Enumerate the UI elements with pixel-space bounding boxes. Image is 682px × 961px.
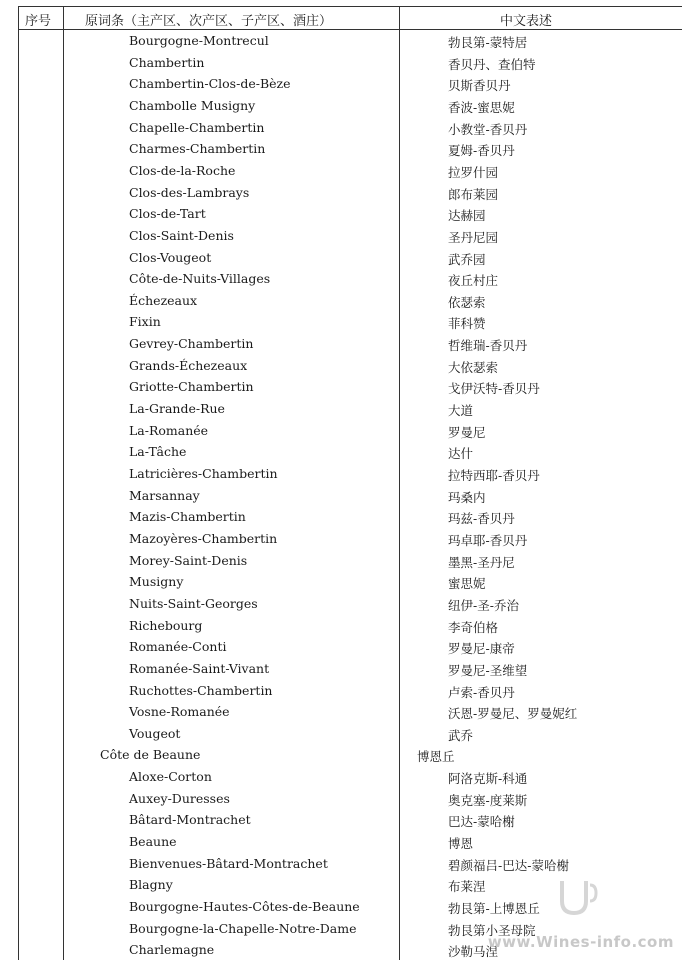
chinese-term: 大道	[448, 403, 474, 419]
table-row	[19, 376, 682, 398]
table-row	[19, 701, 682, 723]
original-term: Charmes-Chambertin	[129, 141, 266, 157]
chinese-term: 菲科赞	[448, 316, 486, 332]
table-row	[19, 398, 682, 420]
chinese-term: 夜丘村庄	[448, 273, 499, 289]
original-term: Mazoyères-Chambertin	[129, 530, 278, 546]
chinese-term: 圣丹尼园	[448, 229, 499, 245]
original-term: Chambertin	[129, 54, 205, 70]
original-term: Gevrey-Chambertin	[129, 336, 254, 352]
chinese-term: 拉罗什园	[448, 164, 499, 180]
watermark-logo-icon	[556, 875, 600, 919]
original-term: Fixin	[129, 314, 161, 330]
table-row	[19, 52, 682, 74]
table-row	[19, 355, 682, 377]
chinese-term: 夏姆-香贝丹	[448, 143, 515, 159]
table-row	[19, 615, 682, 637]
table-row	[19, 160, 682, 182]
original-term: Griotte-Chambertin	[129, 379, 254, 395]
table-row	[19, 809, 682, 831]
original-term: Musigny	[129, 574, 184, 590]
original-term: Clos-Saint-Denis	[129, 227, 234, 243]
original-term: Chambolle Musigny	[129, 97, 256, 113]
chinese-term: 香波-蜜思妮	[448, 99, 515, 115]
table-row	[19, 73, 682, 95]
original-term: Clos-de-Tart	[129, 206, 206, 222]
chinese-term: 布莱涅	[448, 879, 486, 895]
original-term: Côte de Beaune	[100, 747, 201, 763]
header-index: 序号	[25, 14, 52, 29]
chinese-term: 沙勒马涅	[448, 944, 499, 960]
table-row	[19, 571, 682, 593]
table-row	[19, 117, 682, 139]
chinese-term: 阿洛克斯-科通	[448, 771, 528, 787]
original-term: Vosne-Romanée	[129, 704, 230, 720]
chinese-term: 蜜思妮	[448, 576, 486, 592]
watermark-text: www.Wines-info.com	[487, 933, 674, 951]
original-term: Aloxe-Corton	[129, 769, 212, 785]
original-term: Latricières-Chambertin	[129, 466, 278, 481]
table-row	[19, 658, 682, 680]
original-term: Chambertin-Clos-de-Bèze	[129, 76, 291, 92]
original-term: Ruchottes-Chambertin	[129, 682, 273, 698]
table-row	[19, 506, 682, 528]
original-term: Grands-Échezeaux	[129, 357, 248, 373]
chinese-term: 纽伊-圣-乔治	[448, 597, 519, 613]
chinese-term: 罗曼尼-康帝	[448, 641, 515, 657]
original-term: Côte-de-Nuits-Villages	[129, 271, 271, 287]
chinese-term: 卢索-香贝丹	[448, 684, 515, 700]
table-row	[19, 723, 682, 745]
chinese-term: 武乔	[448, 727, 474, 743]
original-term: Nuits-Saint-Georges	[129, 595, 258, 611]
table-row	[19, 95, 682, 117]
original-term: Clos-de-la-Roche	[129, 162, 236, 178]
table-row	[19, 680, 682, 702]
table-header	[19, 7, 682, 30]
chinese-term: 小教堂-香贝丹	[448, 121, 528, 137]
chinese-term: 罗曼尼	[448, 424, 486, 440]
chinese-term: 郎布莱园	[448, 186, 499, 202]
chinese-term: 碧颜福吕-巴达-蒙哈榭	[448, 857, 569, 873]
header-chinese-term: 中文表述	[500, 14, 553, 29]
original-term: Chapelle-Chambertin	[129, 119, 265, 135]
table-row	[19, 550, 682, 572]
chinese-term: 博恩丘	[417, 749, 455, 765]
original-term: Auxey-Duresses	[129, 790, 230, 806]
chinese-term: 勃艮第小圣母院	[448, 922, 536, 938]
original-term: Bourgogne-la-Chapelle-Notre-Dame	[129, 920, 357, 936]
chinese-term: 依瑟索	[448, 294, 486, 310]
chinese-term: 巴达-蒙哈榭	[448, 814, 515, 830]
original-term: Vougeot	[129, 725, 181, 741]
chinese-term: 哲维瑞-香贝丹	[448, 338, 528, 354]
original-term: Clos-Vougeot	[129, 249, 212, 265]
chinese-term: 玛桑内	[448, 489, 486, 505]
glossary-table	[18, 6, 682, 960]
table-row	[19, 463, 682, 485]
chinese-term: 罗曼尼-圣维望	[448, 662, 528, 678]
chinese-term: 玛兹-香贝丹	[448, 511, 515, 527]
original-term: Richebourg	[129, 617, 203, 633]
table-row	[19, 182, 682, 204]
chinese-term: 勃艮第-蒙特居	[448, 35, 528, 50]
table-row	[19, 744, 682, 766]
chinese-term: 奥克塞-度莱斯	[448, 792, 528, 808]
original-term: Bourgogne-Hautes-Côtes-de-Beaune	[129, 899, 360, 914]
original-term: Clos-des-Lambrays	[129, 184, 250, 200]
chinese-term: 博恩	[448, 836, 474, 852]
original-term: Romanée-Conti	[129, 639, 227, 655]
table-row	[19, 528, 682, 550]
chinese-term: 香贝丹、查伯特	[448, 56, 536, 72]
original-term: Beaune	[129, 834, 177, 850]
original-term: Morey-Saint-Denis	[129, 552, 248, 568]
table-row	[19, 485, 682, 507]
original-term: Charlemagne	[129, 942, 215, 958]
chinese-term: 达什	[448, 446, 474, 462]
table-row	[19, 593, 682, 615]
table-row	[19, 268, 682, 290]
chinese-term: 达赫园	[448, 208, 486, 224]
original-term: Blagny	[129, 877, 173, 893]
chinese-term: 沃恩-罗曼尼、罗曼妮红	[448, 706, 578, 722]
original-term: La-Romanée	[129, 422, 209, 438]
chinese-term: 玛卓耶-香贝丹	[448, 532, 528, 548]
original-term: Mazis-Chambertin	[129, 509, 246, 525]
original-term: La-Tâche	[129, 444, 187, 460]
table-row	[19, 247, 682, 269]
original-term: Bourgogne-Montrecul	[129, 33, 269, 48]
header-original-term: 原词条（主产区、次产区、子产区、酒庄）	[85, 14, 333, 29]
table-row	[19, 636, 682, 658]
chinese-term: 勃艮第-上博恩丘	[448, 901, 540, 916]
table-row	[19, 766, 682, 788]
table-row	[19, 311, 682, 333]
table-row	[19, 30, 682, 52]
table-row	[19, 831, 682, 853]
table-row	[19, 225, 682, 247]
chinese-term: 武乔园	[448, 251, 486, 267]
table-row	[19, 290, 682, 312]
original-term: Bienvenues-Bâtard-Montrachet	[129, 855, 328, 871]
original-term: Romanée-Saint-Vivant	[129, 660, 270, 676]
original-term: Bâtard-Montrachet	[129, 812, 251, 828]
table-row	[19, 853, 682, 875]
table-row	[19, 441, 682, 463]
original-term: Échezeaux	[129, 292, 198, 308]
table-row	[19, 138, 682, 160]
chinese-term: 贝斯香贝丹	[448, 78, 511, 94]
chinese-term: 墨黑-圣丹尼	[448, 554, 515, 570]
table-row	[19, 420, 682, 442]
table-row	[19, 203, 682, 225]
table-row	[19, 788, 682, 810]
original-term: La-Grande-Rue	[129, 401, 225, 417]
chinese-term: 李奇伯格	[448, 619, 499, 635]
table-row	[19, 333, 682, 355]
chinese-term: 大依瑟索	[448, 359, 499, 375]
original-term: Marsannay	[129, 487, 200, 503]
chinese-term: 拉特西耶-香贝丹	[448, 468, 540, 483]
chinese-term: 戈伊沃特-香贝丹	[448, 381, 540, 397]
